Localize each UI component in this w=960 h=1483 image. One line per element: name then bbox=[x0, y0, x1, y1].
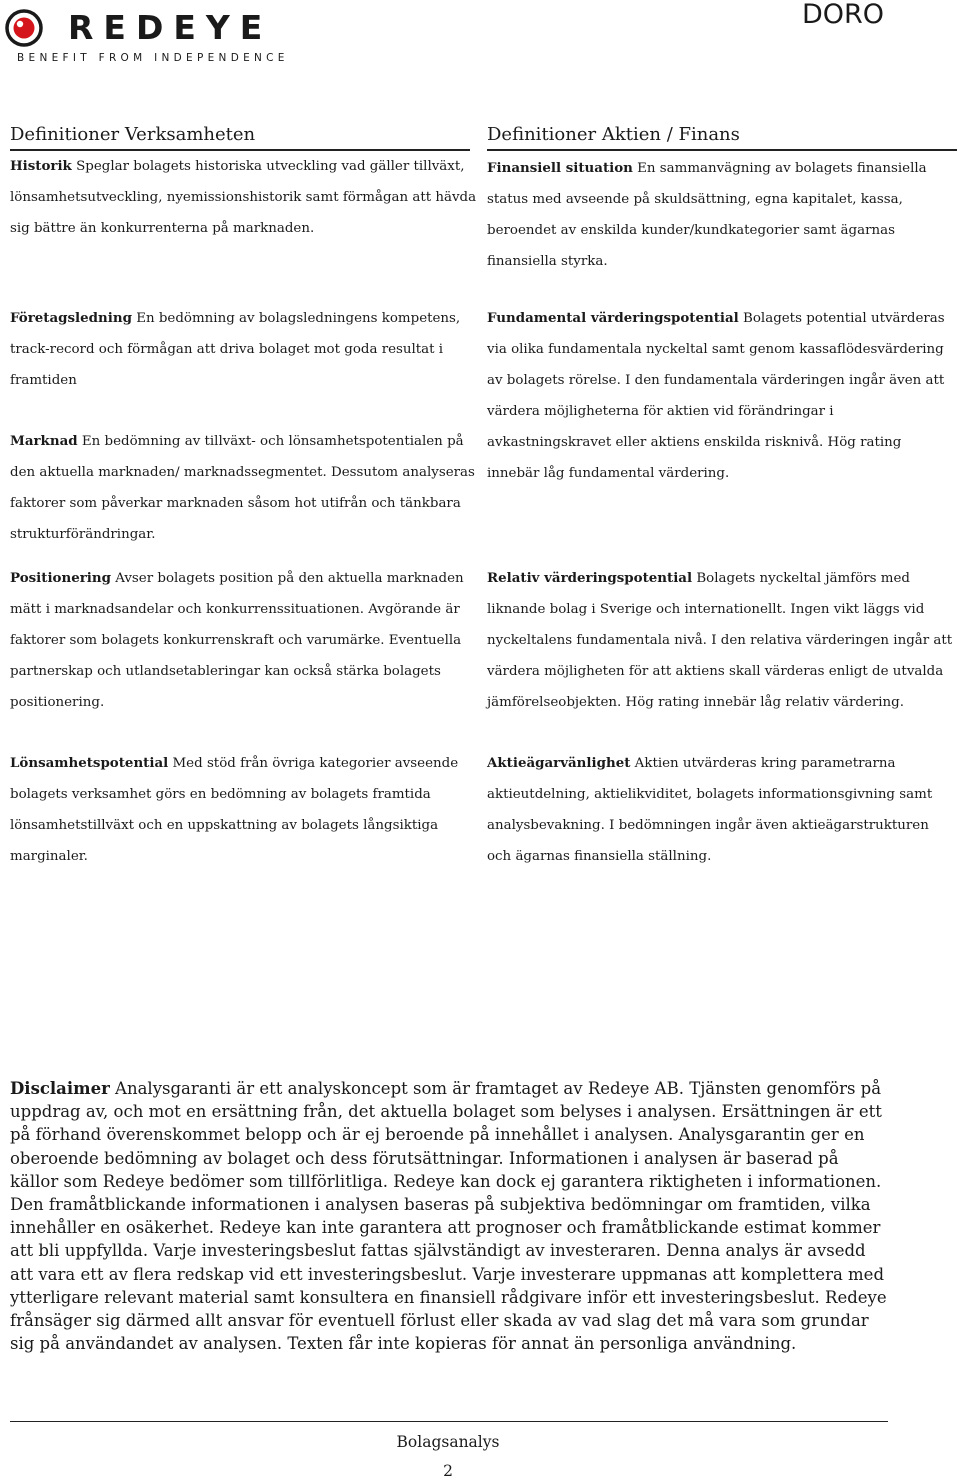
definition-text: Speglar bolagets historiska utveckling vad gäller tillväxt, lönsamhetsutveckling, nyemissionshistorik samt förmågan att hävda sig bättre än konkurrenterna på marknaden. bbox=[10, 159, 477, 236]
definition-positionering bbox=[10, 563, 480, 718]
definition-marknad bbox=[10, 426, 480, 550]
right-column-heading: Definitioner Aktien / Finans bbox=[487, 124, 957, 151]
definition-aktieagarvanlighet bbox=[487, 748, 957, 872]
disclaimer-text: Analysgaranti är ett analyskoncept som är framtaget av Redeye AB. Tjänsten genomförs på uppdrag av, och mot en ersättning från, det aktuella bolaget som belyses i analysen. Ersättningen är ett på förhand överenskommet belopp och är ej beroende på innehållet i analysen. Analysgarantin ger en oberoende bedömning av bolaget och dess förutsättningar. Informationen i analysen är baserad på källor som Redeye bedömer som tillförlitliga. Redeye kan dock ej garantera riktigheten i informationen. Den framåtblickande informationen i analysen baseras på subjektiva bedömningar om framtiden, vilka innehåller en osäkerhet. Redeye kan inte garantera att prognoser och framåtblickande estimat kommer att bli uppfyllda. Varje investeringsbeslut fattas självständigt av investeraren. Denna analys är avsedd att vara ett av flera redskap vid ett investeringsbeslut. Varje investerare uppmanas att komplettera med ytterligare relevant material samt konsultera en finansiell rådgivare inför ett investeringsbeslut. Redeye frånsäger sig därmed allt ansvar för eventuell förlust eller skada av vad slag det må vara som grundar sig på användandet av analysen. Texten får inte kopieras för annat än personliga användning. bbox=[10, 1079, 887, 1354]
definition-term: Fundamental värderingspotential bbox=[487, 310, 739, 326]
definition-finansiell-situation bbox=[487, 153, 957, 277]
definition-lonsamhetspotential bbox=[10, 748, 480, 872]
definition-relativ-varderingspotential bbox=[487, 563, 957, 718]
definition-text: Med stöd från övriga kategorier avseende bolagets verksamhet görs en bedömning av bolagets framtida lönsamhetstillväxt och en uppskattning av bolagets långsiktiga marginaler. bbox=[10, 756, 459, 864]
definition-text: Avser bolagets position på den aktuella marknaden mätt i marknadsandelar och konkurrenssituationen. Avgörande är faktorer som bolagets konkurrenskraft och varumärke. Eventuella partnerskap och utlandsetableringar kan också stärka bolagets positionering. bbox=[10, 571, 464, 710]
definition-historik bbox=[10, 151, 480, 244]
redeye-logo bbox=[4, 6, 304, 66]
definition-term: Relativ värderingspotential bbox=[487, 570, 693, 586]
definition-fundamental-varderingspotential bbox=[487, 303, 957, 489]
disclaimer-title: Disclaimer bbox=[10, 1079, 110, 1098]
page-number: 2 bbox=[443, 1462, 453, 1480]
footer-divider bbox=[10, 1421, 888, 1422]
definition-foretagsledning bbox=[10, 303, 480, 396]
logo-tagline: BENEFIT FROM INDEPENDENCE bbox=[17, 52, 289, 64]
definition-term: Aktieägarvänlighet bbox=[487, 755, 631, 771]
definition-text: En bedömning av tillväxt- och lönsamhetspotentialen på den aktuella marknaden/ marknadssegmentet. Dessutom analyseras faktorer som påverkar marknaden såsom hot utifrån och tänkbara strukturförändringar. bbox=[10, 434, 475, 542]
definition-text: Aktien utvärderas kring parametrarna aktieutdelning, aktielikviditet, bolagets informationsgivning samt analysbevakning. I bedömningen ingår även aktieägarstrukturen och ägarnas finansiella ställning. bbox=[487, 756, 933, 864]
definition-text: En bedömning av bolagsledningens kompetens, track-record och förmågan att driva bolaget mot goda resultat i framtiden bbox=[10, 311, 461, 388]
definition-term: Historik bbox=[10, 158, 72, 174]
disclaimer bbox=[10, 1077, 890, 1355]
definition-text: En sammanvägning av bolagets finansiella status med avseende på skuldsättning, egna kapitalet, kassa, beroendet av enskilda kunder/kundkategorier samt ägarnas finansiella styrka. bbox=[487, 161, 927, 269]
definition-text: Bolagets nyckeltal jämförs med liknande bolag i Sverige och internationellt. Ingen vikt läggs vid nyckeltalens fundamentala nivå. I den relativa värderingen ingår att värdera möjligheten för att aktiens skall värderas enligt de utvalda jämförelseobjekten. Hög rating innebär låg relativ värdering. bbox=[487, 571, 953, 710]
company-name: DORO bbox=[801, 0, 884, 30]
left-column-heading: Definitioner Verksamheten bbox=[10, 124, 470, 151]
footer-title: Bolagsanalys bbox=[396, 1433, 500, 1451]
definition-term: Lönsamhetspotential bbox=[10, 755, 169, 771]
definition-term: Företagsledning bbox=[10, 310, 132, 326]
definition-term: Marknad bbox=[10, 433, 78, 449]
definition-text: Bolagets potential utvärderas via olika fundamentala nyckeltal samt genom kassaflödesvärdering av bolagets rörelse. I den fundamentala värderingen ingår även att värdera möjligheterna för aktien vid förändringar i avkastningskravet eller aktiens enskilda risknivå. Hög rating innebär låg fundamental värdering. bbox=[487, 311, 945, 481]
redeye-eye-icon bbox=[4, 8, 58, 48]
definition-term: Finansiell situation bbox=[487, 160, 633, 176]
logo-name: REDEYE bbox=[68, 8, 273, 47]
definition-term: Positionering bbox=[10, 570, 111, 586]
